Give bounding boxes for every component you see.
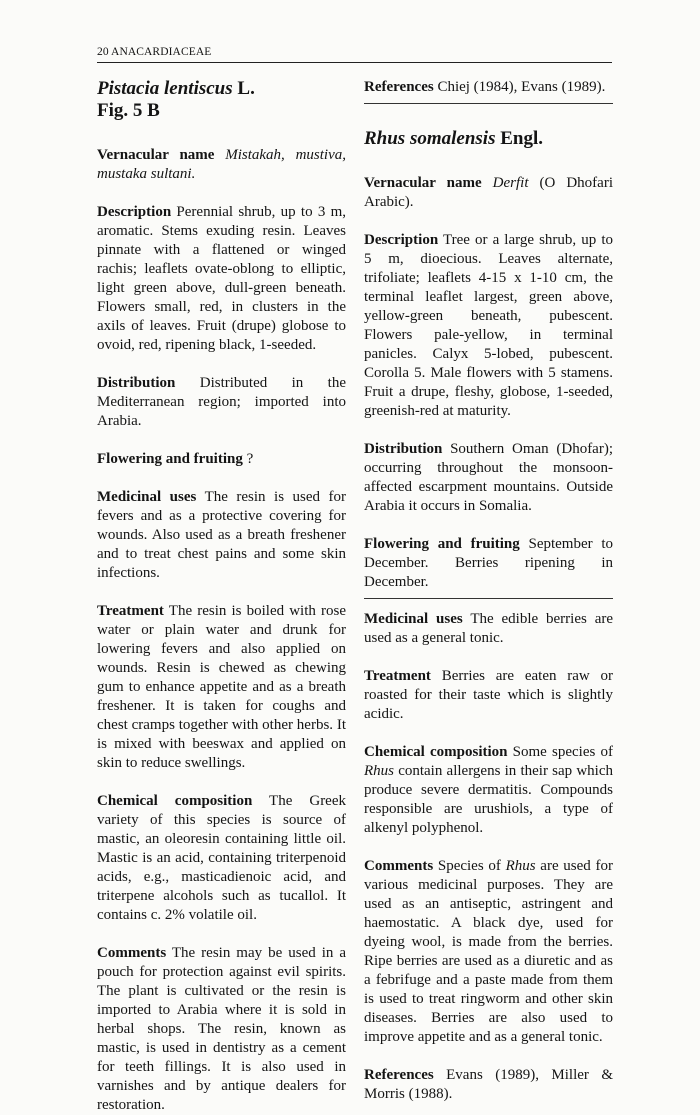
- section-label: Treatment: [97, 603, 164, 619]
- section-label: Chemical composition: [97, 793, 253, 809]
- description-paragraph: [364, 231, 613, 421]
- chemical-composition-paragraph: [364, 743, 613, 838]
- section-text: Distributed in the Mediterranean region; imported into Arabia.: [97, 375, 346, 429]
- medicinal-uses-paragraph: [364, 610, 613, 648]
- section-text: Evans (1989), Miller & Morris (1988).: [364, 1067, 613, 1102]
- section-label: Medicinal uses: [364, 611, 463, 627]
- section-label: Vernacular name: [364, 175, 482, 191]
- section-label: Chemical composition: [364, 744, 508, 760]
- section-text: The resin is used for fevers and as a protective covering for wounds. Also used as a breath freshener and to treat chest pains and some skin infections.: [97, 489, 346, 581]
- references-paragraph-rhus: [364, 1066, 613, 1104]
- vernacular-name-paragraph: [97, 146, 346, 184]
- section-text: The edible berries are used as a general tonic.: [364, 611, 614, 646]
- section-label: Flowering and fruiting: [364, 536, 520, 552]
- flowering-paragraph: [97, 450, 346, 469]
- section-text: The resin may be used in a pouch for protection against evil spirits. The plant is cultivated or the resin is imported to Arabia where it is sold in herbal shops. The resin, known as mastic, is used in dentistry as a cement for teeth fillings. It is also used in varnishes and by antique dealers for restoration.: [97, 945, 347, 1113]
- left-column: [97, 78, 346, 1115]
- medicinal-uses-paragraph: [97, 488, 346, 583]
- distribution-paragraph: [364, 440, 613, 516]
- section-text: ?: [246, 451, 254, 467]
- section-text: Chiej (1984), Evans (1989).: [437, 79, 606, 95]
- distribution-paragraph: [97, 374, 346, 431]
- section-label: Distribution: [364, 441, 443, 457]
- section-label: References: [364, 1067, 434, 1083]
- section-label: Flowering and fruiting: [97, 451, 243, 467]
- species-authority: Engl.: [500, 128, 544, 149]
- vernacular-name-paragraph: [364, 174, 613, 212]
- section-label: Medicinal uses: [97, 489, 197, 505]
- flowering-paragraph: [364, 535, 613, 592]
- section-text: Tree or a large shrub, up to 5 m, dioecious. Leaves alternate, trifoliate; leaflets 4-15 x 1-10 cm, the terminal leaflet largest, green above, yellow-green beneath, pubescent. Flowers pale-yellow, in terminal panicles. Calyx 5-lobed, pubescent. Corolla 5. Male flowers with 5 stamens. Fruit a drupe, fleshy, globose, 1-seeded, greenish-red at maturity.: [364, 232, 613, 419]
- section-label: Vernacular name: [97, 147, 215, 163]
- section-label: Comments: [364, 858, 434, 874]
- description-paragraph: [97, 203, 346, 355]
- species-title-pistacia: [97, 78, 346, 100]
- section-text: Southern Oman (Dhofar); occurring throughout the monsoon-affected escarpment mountains. Outside Arabia it occurs in Somalia.: [364, 441, 614, 514]
- section-text: contain allergens in their sap which produce severe dermatitis. Compounds responsible are urushiols, a type of alkenyl polyphenol.: [364, 763, 614, 836]
- comments-paragraph: [364, 857, 613, 1047]
- section-text: The Greek variety of this species is source of mastic, an oleoresin containing little oil. Mastic is an acid, containing triterpenoid acids, e.g., masticadienoic acid, and triterpene alcohols such as tucallol. It contains c. 2% volatile oil.: [97, 793, 346, 923]
- running-head: 20 ANACARDIACEAE: [97, 46, 212, 58]
- figure-reference: Fig. 5 B: [97, 100, 160, 121]
- section-text: are used for various medicinal purposes. They are used as an antiseptic, astringent and haemostatic. A black dye, used for dyeing wool, is made from the berries. Ripe berries are used as a diuretic and as a febrifuge and a paste made from them is used to treat ringworm and other skin diseases. Berries are also used to improve appetite and as a general tonic.: [364, 858, 613, 1045]
- comments-paragraph: [97, 944, 346, 1115]
- treatment-paragraph: [97, 602, 346, 773]
- section-text: Berries are eaten raw or roasted for their taste which is slightly acidic.: [364, 668, 613, 722]
- references-paragraph-pistacia: [364, 78, 613, 97]
- right-column: [364, 78, 613, 1104]
- section-text: Species of: [437, 858, 501, 874]
- treatment-paragraph: [364, 667, 613, 724]
- species-title-rhus: [364, 128, 613, 150]
- section-label: Distribution: [97, 375, 176, 391]
- section-text: Perennial shrub, up to 3 m, aromatic. Stems exuding resin. Leaves pinnate with a flattened or winged rachis; leaflets ovate-oblong to elliptic, light green above, dull-green beneath. Flowers small, red, in clusters in the axils of leaves. Fruit (drupe) globose to ovoid, red, ripening black, 1-seeded.: [97, 204, 346, 353]
- section-label: Description: [364, 232, 439, 248]
- section-label: Treatment: [364, 668, 431, 684]
- genus-name: Rhus: [364, 763, 394, 779]
- vernacular-names: Derfit: [492, 175, 529, 191]
- species-name: Rhus somalensis: [364, 128, 496, 149]
- vernacular-note: (O Dhofari Arabic).: [364, 175, 613, 210]
- vernacular-names: Mistakah, mustiva, mustaka sultani.: [97, 147, 346, 182]
- chemical-composition-paragraph: [97, 792, 346, 925]
- section-text: The resin is boiled with rose water or plain water and drunk for lowering fevers and also applied on wounds. Resin is chewed as chewing gum to enhance appetite and as a breath freshener. It is taken for coughs and chest cramps together with other herbs. It is mixed with beeswax and applied on skin to reduce swellings.: [97, 603, 347, 771]
- header-rule: [97, 62, 612, 63]
- genus-name: Rhus: [505, 858, 536, 874]
- section-text: September to December. Berries ripening in December.: [364, 536, 614, 590]
- section-label: Description: [97, 204, 172, 220]
- species-authority: L.: [237, 78, 255, 99]
- section-text: Some species of: [512, 744, 613, 760]
- section-label: References: [364, 79, 434, 95]
- section-label: Comments: [97, 945, 167, 961]
- species-name: Pistacia lentiscus: [97, 78, 233, 99]
